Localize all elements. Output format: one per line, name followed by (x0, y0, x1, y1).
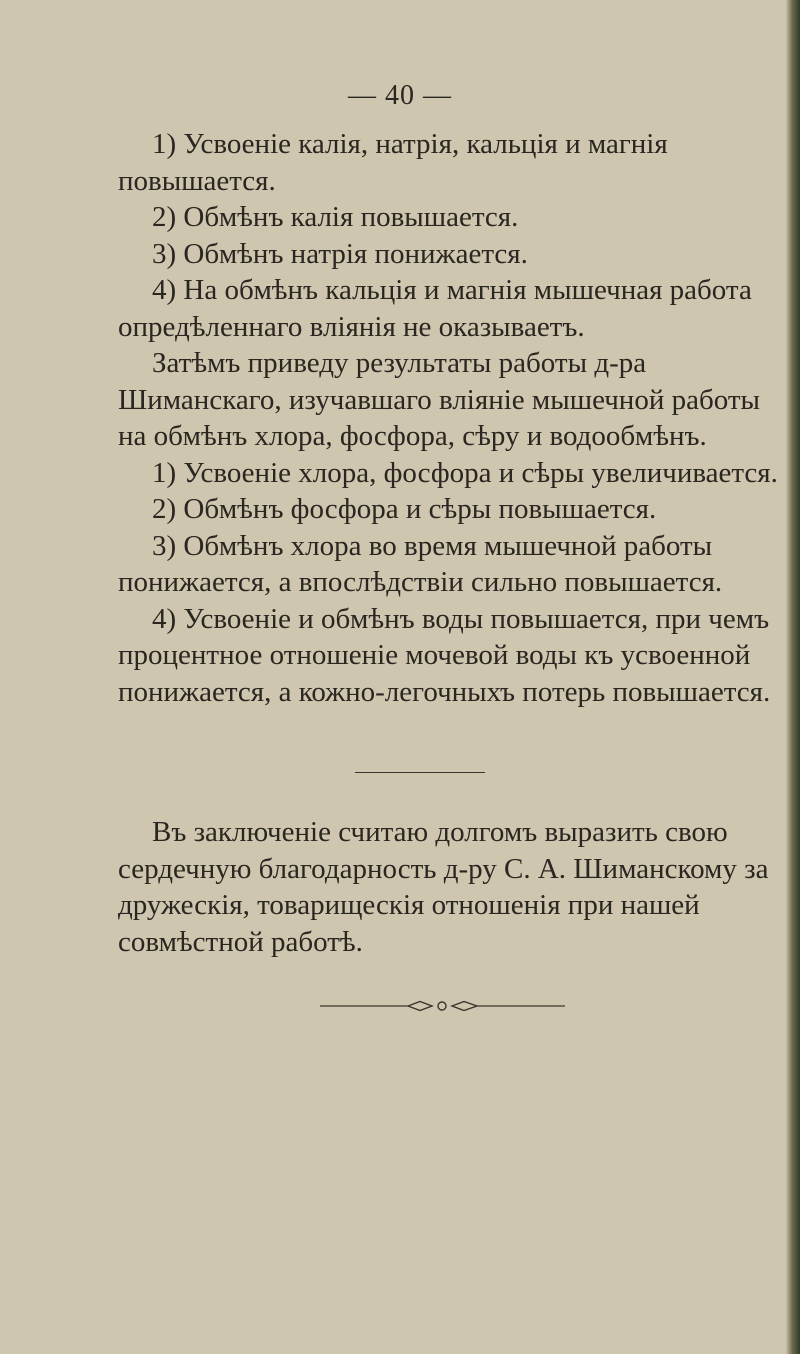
end-ornament (320, 1000, 565, 1012)
conclusion-paragraph: Въ заключеніе считаю долгомъ выразить свою сердечную благодарность д-ру С. А. Шиманскому за дружескія, товарищескія отношенія при нашей совмѣстной работѣ. (118, 816, 769, 958)
paragraph: 2) Обмѣнъ калія повышается. (152, 201, 519, 233)
paragraph: 2) Обмѣнъ фосфора и сѣры повышается. (152, 493, 657, 525)
paragraph: 3) Обмѣнъ хлора во время мышечной работы понижается, а впослѣдствіи сильно повышается. (118, 529, 723, 598)
conclusion-text (118, 814, 790, 960)
page-number: — 40 — (348, 80, 452, 111)
paragraph: 3) Обмѣнъ натрія понижается. (152, 237, 528, 270)
section-divider (355, 772, 485, 773)
main-text (118, 126, 790, 710)
paragraph: Затѣмъ приведу результаты работы д-ра Шиманскаго, изучавшаго вліяніе мышечной работы на обмѣнъ хлора, фосфора, сѣру и водообмѣнъ. (118, 347, 760, 452)
paragraph: 1) Усвоеніе хлора, фосфора и сѣры увеличивается. (152, 456, 778, 489)
paragraph: 4) Усвоеніе и обмѣнъ воды повышается, при чемъ процентное отношеніе мочевой воды къ усвоенной понижается, а кожно-легочныхъ потерь повышается. (118, 602, 771, 708)
paragraph: 4) На обмѣнъ кальція и магнія мышечная работа опредѣленнаго вліянія не оказываетъ. (118, 274, 752, 343)
paragraph: 1) Усвоеніе калія, натрія, кальція и магнія повышается. (118, 128, 668, 197)
